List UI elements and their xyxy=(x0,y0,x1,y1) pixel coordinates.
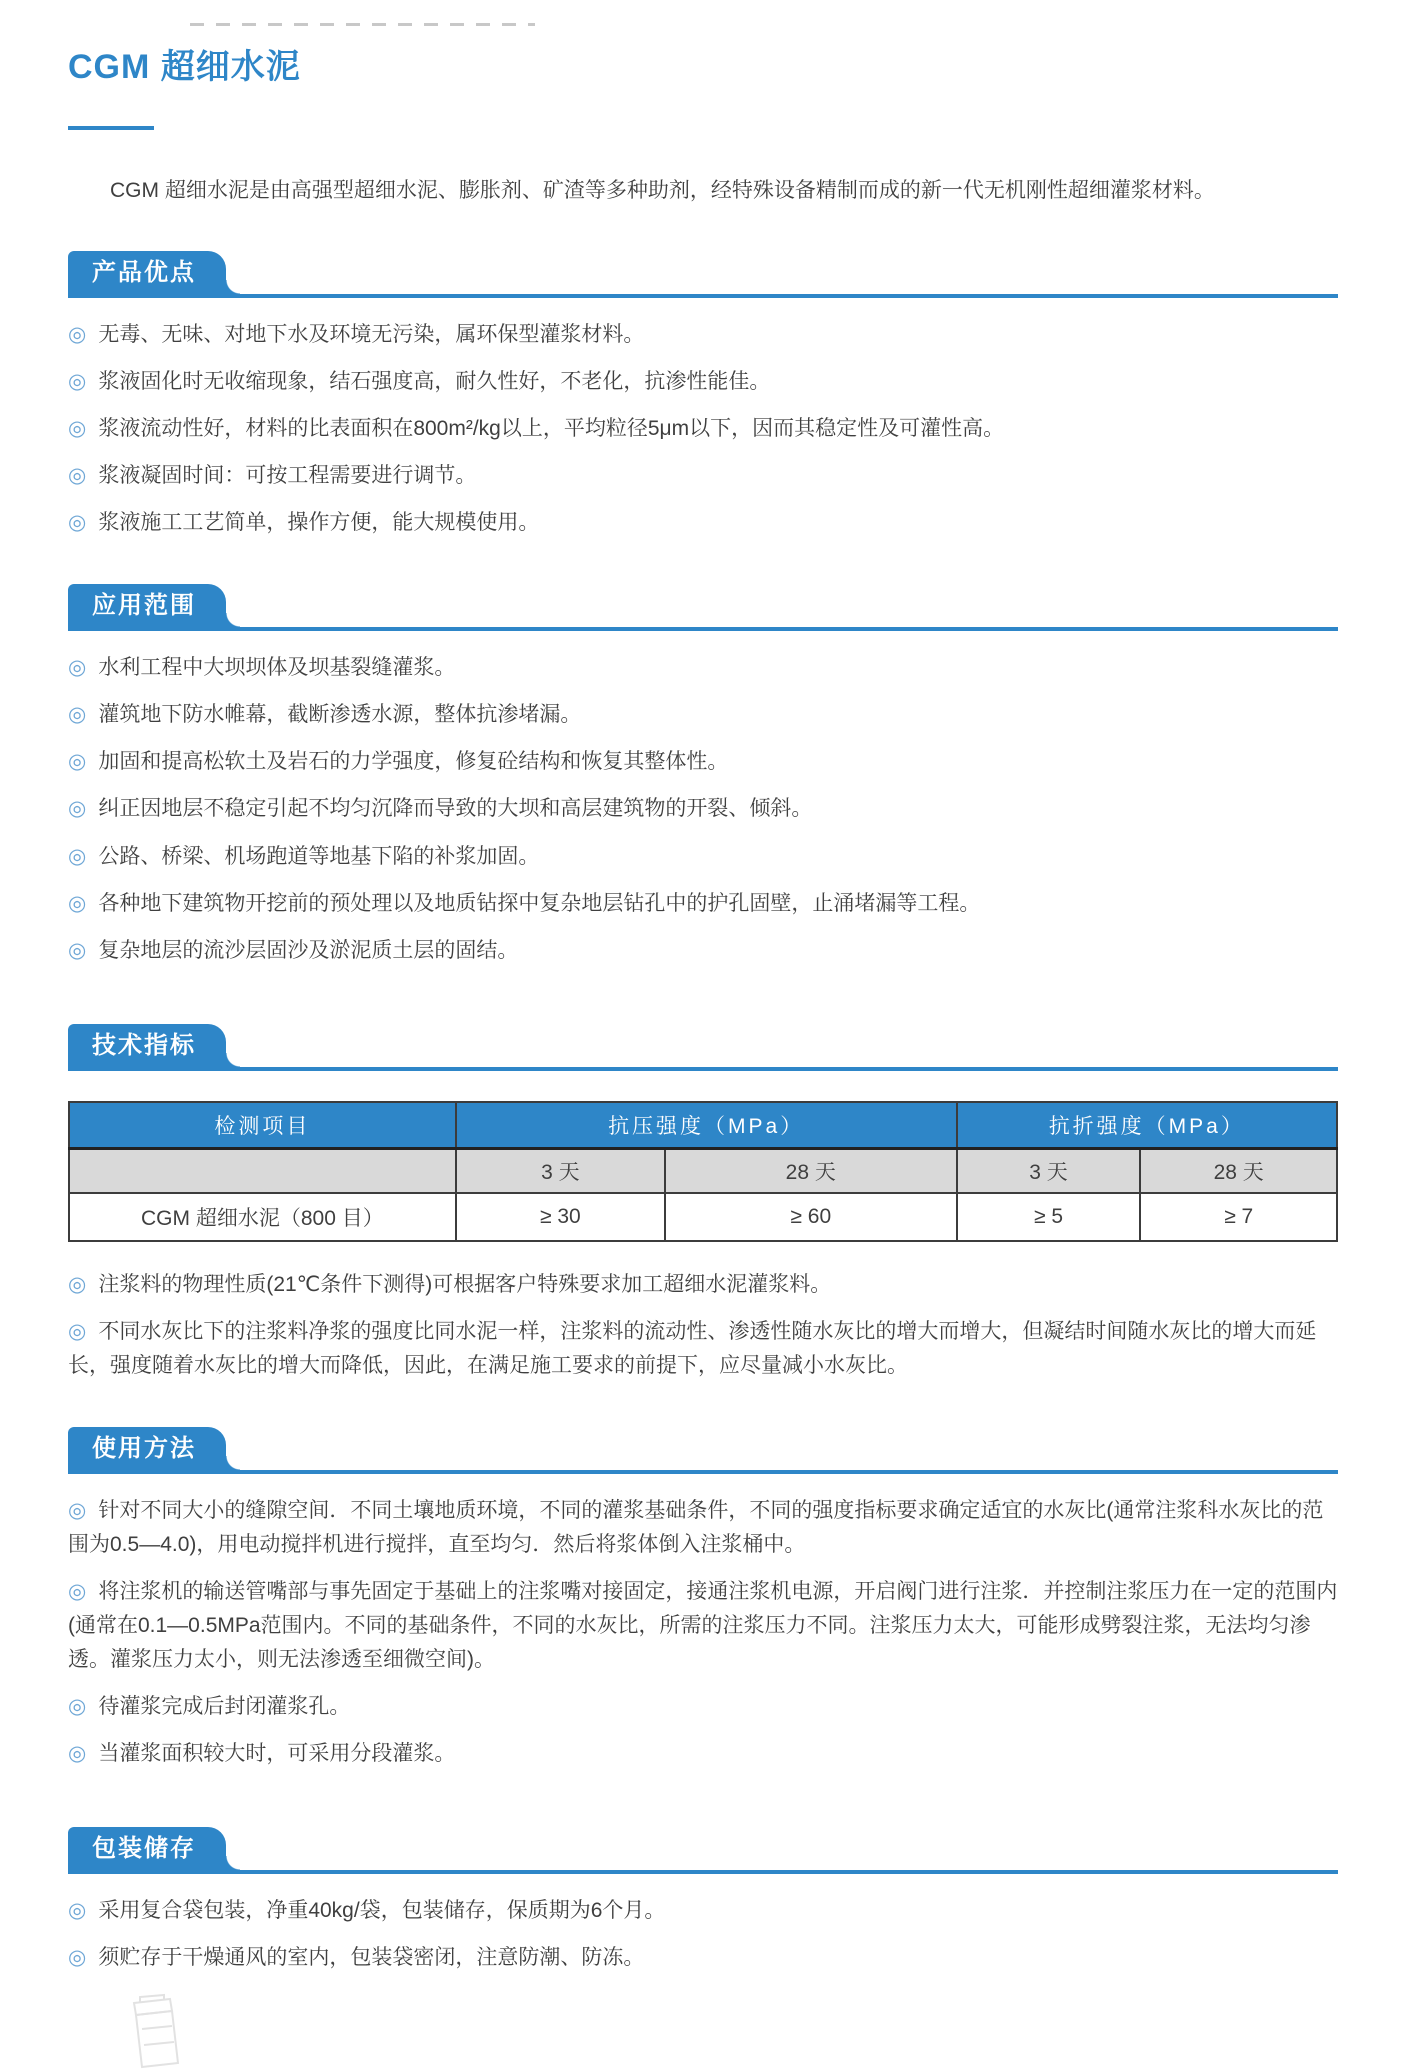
list-item-text: 加固和提高松软土及岩石的力学强度，修复砼结构和恢复其整体性。 xyxy=(98,750,729,774)
spec-item-name: CGM 超细水泥（800 目） xyxy=(69,1193,456,1241)
spec-table-header-cell: 抗压强度（MPa） xyxy=(456,1102,957,1149)
list-item xyxy=(68,506,1338,540)
document-page xyxy=(0,23,1406,2069)
bullseye-bullet-icon: ◎ xyxy=(68,1694,87,1718)
list-item xyxy=(68,1315,1338,1383)
list-item-text: 无毒、无味、对地下水及环境无污染，属环保型灌浆材料。 xyxy=(98,323,645,347)
list-item xyxy=(68,1894,1338,1928)
bullseye-bullet-icon: ◎ xyxy=(68,1272,87,1296)
spec-table-data-row xyxy=(69,1193,1337,1241)
list-item-text: 复杂地层的流沙层固沙及淤泥质土层的固结。 xyxy=(98,938,519,962)
bullseye-bullet-icon: ◎ xyxy=(68,1898,87,1922)
list-item xyxy=(68,459,1338,493)
spec-table-subheader-cell: 3 天 xyxy=(456,1148,665,1193)
list-item xyxy=(68,934,1338,968)
list-item-text: 待灌浆完成后封闭灌浆孔。 xyxy=(98,1694,351,1718)
spec-table-subheader-cell: 3 天 xyxy=(957,1148,1141,1193)
applications-list xyxy=(68,651,1338,967)
spec-value: ≥ 5 xyxy=(957,1193,1141,1241)
list-item xyxy=(68,698,1338,732)
bullseye-bullet-icon: ◎ xyxy=(68,511,87,535)
list-item xyxy=(68,1690,1338,1724)
section-tab: 包装储存 xyxy=(68,1827,226,1870)
list-item xyxy=(68,1268,1338,1302)
spec-value: ≥ 30 xyxy=(456,1193,665,1241)
list-item xyxy=(68,1941,1338,1975)
advantages-list xyxy=(68,318,1338,540)
bullseye-bullet-icon: ◎ xyxy=(68,1579,87,1603)
list-item xyxy=(68,887,1338,921)
list-item-text: 浆液凝固时间：可按工程需要进行调节。 xyxy=(98,464,477,488)
packaging-list xyxy=(68,1894,1338,1975)
section-tab: 产品优点 xyxy=(68,251,226,294)
list-item-text: 浆液固化时无收缩现象，结石强度高，耐久性好，不老化，抗渗性能佳。 xyxy=(98,370,771,394)
section-tab: 使用方法 xyxy=(68,1427,226,1470)
bullseye-bullet-icon: ◎ xyxy=(68,1319,87,1343)
list-item xyxy=(68,365,1338,399)
section-header-packaging xyxy=(68,1827,1338,1874)
section-header-applications xyxy=(68,584,1338,631)
bullseye-bullet-icon: ◎ xyxy=(68,844,87,868)
list-item-text: 针对不同大小的缝隙空间．不同土壤地质环境，不同的灌浆基础条件，不同的强度指标要求确定适宜的水灰比(通常注浆科水灰比的范围为0.5—4.0)，用电动搅拌机进行搅拌，直至均匀．然后将浆体倒入注浆桶中。 xyxy=(68,1498,1324,1556)
bullseye-bullet-icon: ◎ xyxy=(68,323,87,347)
section-tab: 应用范围 xyxy=(68,584,226,627)
section-header-advantages xyxy=(68,251,1338,298)
list-item xyxy=(68,840,1338,874)
list-item-text: 不同水灰比下的注浆料净浆的强度比同水泥一样，注浆料的流动性、渗透性随水灰比的增大而增大，但凝结时间随水灰比的增大而延长，强度随着水灰比的增大而降低，因此，在满足施工要求的前提下，应尽量减小水灰比。 xyxy=(68,1319,1317,1377)
list-item-text: 公路、桥梁、机场跑道等地基下陷的补浆加固。 xyxy=(98,844,540,868)
list-item-text: 将注浆机的输送管嘴部与事先固定于基础上的注浆嘴对接固定，接通注浆机电源，开启阀门进行注浆．并控制注浆压力在一定的范围内(通常在0.1—0.5MPa范围内。不同的基础条件，不同的水灰比，所需的注浆压力不同。注浆压力太大，可能形成劈裂注浆，无法均匀渗透。灌浆压力太小，则无法渗透至细微空间)。 xyxy=(68,1579,1338,1671)
title-underline xyxy=(68,126,154,130)
list-item-text: 水利工程中大坝坝体及坝基裂缝灌浆。 xyxy=(98,656,456,680)
bullseye-bullet-icon: ◎ xyxy=(68,1498,87,1522)
list-item xyxy=(68,1575,1338,1677)
bullseye-bullet-icon: ◎ xyxy=(68,656,87,680)
bullseye-bullet-icon: ◎ xyxy=(68,703,87,727)
section-tab: 技术指标 xyxy=(68,1024,226,1067)
list-item-text: 浆液流动性好，材料的比表面积在800m²/kg以上，平均粒径5μm以下，因而其稳定性及可灌性高。 xyxy=(98,417,1005,441)
spec-table-subheader-cell: 28 天 xyxy=(665,1148,957,1193)
bullseye-bullet-icon: ◎ xyxy=(68,750,87,774)
list-item xyxy=(68,412,1338,446)
list-item xyxy=(68,1494,1338,1562)
intro-paragraph: CGM 超细水泥是由高强型超细水泥、膨胀剂、矿渣等多种助剂，经特殊设备精制而成的新一代无机刚性超细灌浆材料。 xyxy=(110,178,1215,202)
list-item xyxy=(68,792,1338,826)
spec-table-subheader-cell xyxy=(69,1148,456,1193)
spec-table-header-cell: 抗折强度（MPa） xyxy=(957,1102,1337,1149)
bullseye-bullet-icon: ◎ xyxy=(68,938,87,962)
list-item-text: 各种地下建筑物开挖前的预处理以及地质钻探中复杂地层钻孔中的护孔固壁，止涌堵漏等工程。 xyxy=(98,891,981,915)
spec-table-header-cell: 检测项目 xyxy=(69,1102,456,1149)
section-header-usage xyxy=(68,1427,1338,1474)
page-title: CGM 超细水泥 xyxy=(68,47,301,86)
list-item-text: 须贮存于干燥通风的室内，包装袋密闭，注意防潮、防冻。 xyxy=(98,1945,645,1969)
list-item-text: 注浆料的物理性质(21℃条件下测得)可根据客户特殊要求加工超细水泥灌浆料。 xyxy=(98,1272,832,1296)
list-item-text: 采用复合袋包装，净重40kg/袋，包装储存，保质期为6个月。 xyxy=(98,1898,666,1922)
bullseye-bullet-icon: ◎ xyxy=(68,1945,87,1969)
bullseye-bullet-icon: ◎ xyxy=(68,797,87,821)
bullseye-bullet-icon: ◎ xyxy=(68,370,87,394)
bullseye-bullet-icon: ◎ xyxy=(68,464,87,488)
bullseye-bullet-icon: ◎ xyxy=(68,417,87,441)
list-item xyxy=(68,318,1338,352)
list-item xyxy=(68,1737,1338,1771)
list-item-text: 当灌浆面积较大时，可采用分段灌浆。 xyxy=(98,1741,456,1765)
cropped-text-artifact xyxy=(190,23,535,26)
bullseye-bullet-icon: ◎ xyxy=(68,1741,87,1765)
spec-value: ≥ 7 xyxy=(1140,1193,1337,1241)
spec-table-subheader-cell: 28 天 xyxy=(1140,1148,1337,1193)
usage-list xyxy=(68,1494,1338,1771)
list-item-text: 纠正因地层不稳定引起不均匀沉降而导致的大坝和高层建筑物的开裂、倾斜。 xyxy=(98,797,813,821)
list-item-text: 灌筑地下防水帷幕，截断渗透水源，整体抗渗堵漏。 xyxy=(98,703,582,727)
spec-table xyxy=(68,1101,1338,1242)
specs-notes xyxy=(68,1268,1338,1383)
spec-table-subheader-row xyxy=(69,1148,1337,1193)
spec-value: ≥ 60 xyxy=(665,1193,957,1241)
list-item-text: 浆液施工工艺简单，操作方便，能大规模使用。 xyxy=(98,511,540,535)
section-header-specs xyxy=(68,1024,1338,1071)
bullseye-bullet-icon: ◎ xyxy=(68,891,87,915)
list-item xyxy=(68,651,1338,685)
list-item xyxy=(68,745,1338,779)
spec-table-header-row xyxy=(69,1102,1337,1149)
cement-bag-watermark-icon xyxy=(120,1989,184,2069)
